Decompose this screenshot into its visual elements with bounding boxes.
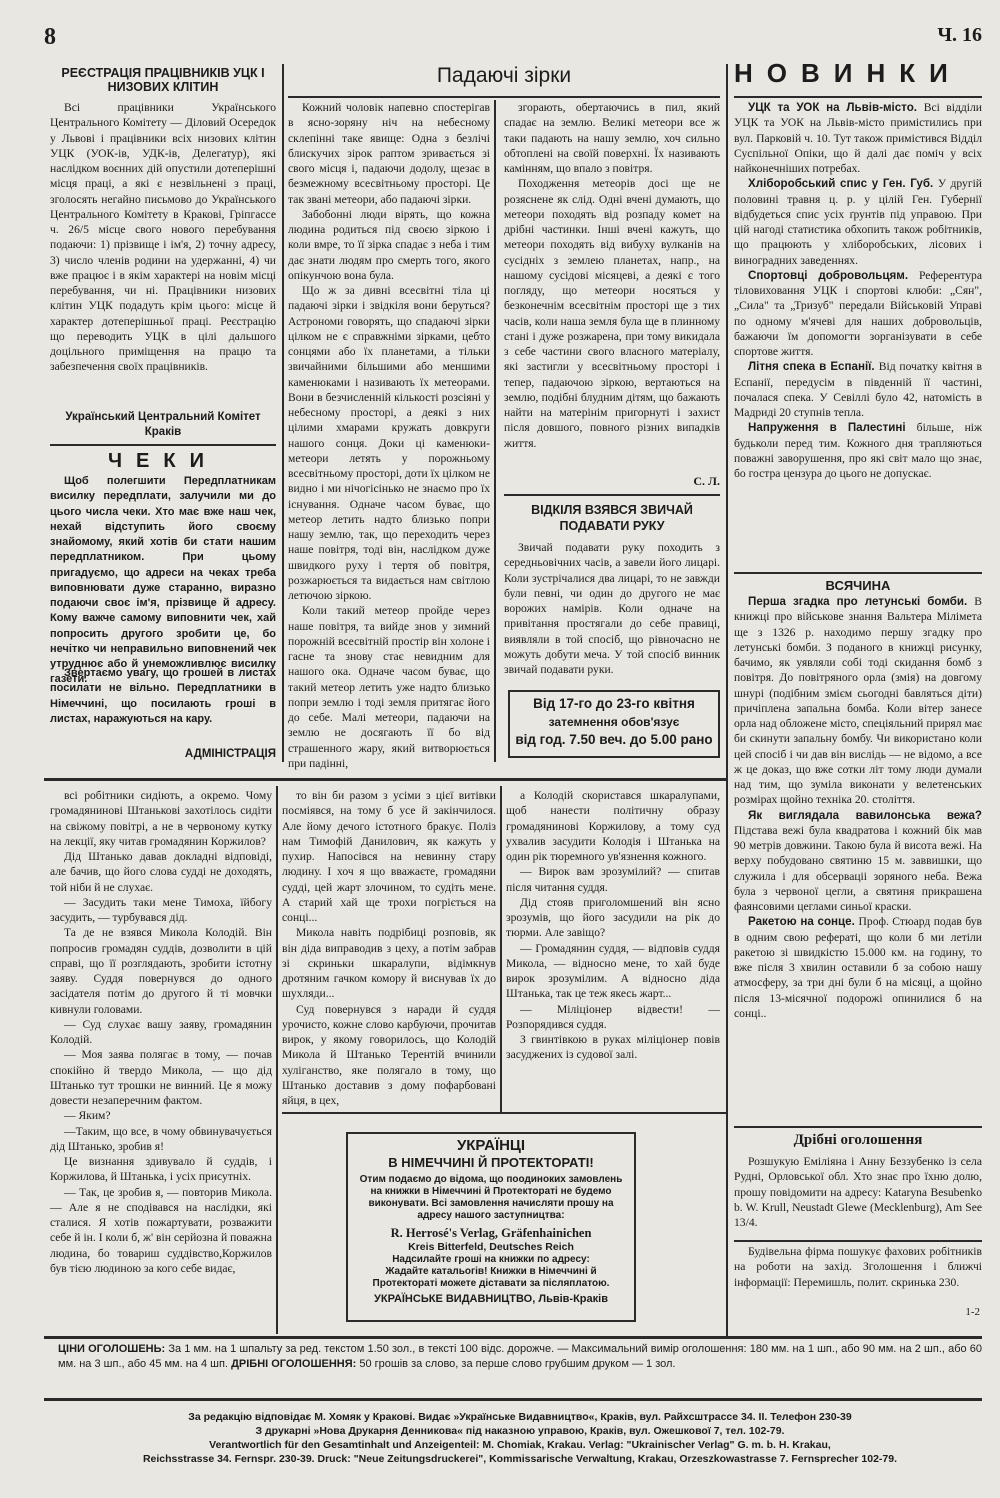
classified-ad-2-tag: 1-2 [965, 1306, 980, 1318]
section-rule [44, 1336, 982, 1339]
news-item [734, 176, 982, 268]
news-item [734, 359, 982, 420]
news-item-lead: Напруження в Палестині [748, 421, 917, 435]
cheky-text: Щоб полегшити Передплатникам висилку передплати, залучили ми до цього числа чеки. Хто має вже наш чек, нехай відступить його своєму знайомому, який хотів би стати нашим передплатником. При цьому пригадуємо, що адреси на чеках треба виповнювати дуже старанно, виразно подаючи своє ім'я, прізвище й адресу. Кому важче самому виповнити чек, хай попросить другого зробити це, бо нечітко чи неправильно виповнений чек утруднює або й унеможливлює висилку газети. [50, 475, 276, 686]
registration-signature [50, 410, 276, 440]
imprint [58, 1410, 982, 1466]
news-item [734, 100, 982, 176]
ad-rates-label: ЦІНИ ОГОЛОШЕНЬ: [58, 1343, 166, 1355]
blackout-line-1: Від 17-го до 23-го квітня [533, 696, 695, 711]
imprint-line-3: Verantwortlich für den Gesamtinhalt und Anzeigenteil: M. Chomiak, Krakau. Verlag: "Ukrainischer Verlag" G. m. b. H. Krakau, [209, 1439, 831, 1451]
divider [288, 96, 720, 98]
miscellany-item-lead: Перша згадка про летунські бомби. [748, 595, 975, 608]
imprint-line-1: За редакцію відповідає М. Хомяк у Кракові. Видає »Українське Видавництво«, Краків, вул. Райхсштрассе 34. II. Телефон 230-39 [188, 1411, 852, 1423]
story-paragraph: а Колодій скористався шкаралупами, щоб нанести політичну образу громадянинові Коржилову, а тому суд ухвалив засудити Колодія і Штанька на один рік тюремного ув'язнення кожного. [506, 789, 720, 863]
section-rule [44, 778, 726, 781]
story-paragraph: Дід стояв приголомшений він ясно зрозумів, що його засудили на рік до тюрми. Але завіщо? [506, 895, 720, 940]
miscellany-item-text: Проф. Стюард подав був в одним свою рефераті, що коли б ми летіли ракетою зі швидкістю 15.000 км. на годину, то вже після 3 хвилин оставили б за собою нашу атмосферу, за три дні були б на місяці, а щойно після 13-місячної подорожі опинилися б на сонці.. [734, 915, 982, 1020]
news-item-lead: Хліборобський спис у Ген. Губ. [748, 177, 938, 191]
story-paragraph: — Суд слухає вашу заяву, громадянин Колодій. [50, 1017, 272, 1046]
protectorate-title-1: УКРАЇНЦІ [456, 1137, 526, 1154]
stars-signature: С. Л. [693, 474, 720, 488]
ad-rates-label-2: ДРІБНІ ОГОЛОШЕННЯ: [231, 1358, 357, 1370]
news-item-text: більше, ніж будьколи перед тим. Кожного дня трапляються поважні заворушення, про які світ мало що знає, бо гостра цензура до цього не допускає. [734, 421, 982, 480]
story-column-1 [50, 788, 272, 1320]
blackout-notice [508, 690, 720, 758]
page-number: 8 [44, 24, 56, 50]
story-paragraph: Це визнання здивувало й суддів, і Коржилова, й Штанька, і усіх присутніх. [50, 1155, 272, 1184]
cheky-signature: АДМІНІСТРАЦІЯ [184, 748, 276, 760]
story-paragraph: Суд повернувся з наради й суддя урочисто, кожне слово карбуючи, прочитав вирок, у якому говорилось, що Колодій Микола й Штанько Терентій вчинили хуліганство, яке полягало в тому, що Штанько доставив з дому пофарбовані яйця, в цех, [282, 1002, 496, 1107]
story-paragraph: — Яким? [64, 1109, 111, 1123]
protectorate-firm: R. Herrosé's Verlag, Gräfenhainichen [390, 1226, 592, 1240]
story-paragraph: Дід Штанько давав докладні відповіді, але бачив, що його слова судді не доходять, той ніби й не слухає. [50, 850, 272, 894]
cheky-title: ЧЕКИ [108, 450, 218, 472]
stars-paragraph: Кожний чоловік напевно спостерігав в ясно-зоряну ніч на небесному склепінні таке явище: Одна з безлічі блискучих зірок раптом зривається зі свого місця і, падаючи додолу, щезає в безмежному всесвітньому просторі. Це так звані метеори, або падаючі зірки. [288, 101, 490, 206]
miscellany-item-lead: Як виглядала вавилонська вежа? [748, 808, 982, 822]
classifieds-title: Дрібні оголошення [793, 1132, 923, 1148]
story-paragraph: то він би разом з усіми з цієї витівки посміявся, на тому б усе й закінчилося. Але йому дечого істотного бракує. Поліз нам Тимофій Данилович, як кажуть у пухир. Напосівся на невинну стару людину. І хоч я що вважаєте, громадяни судді, цей жарт злочином, то судіть мене. А старий хай ще трохи погріється на сонці... [282, 789, 496, 924]
story-paragraph: всі робітники сидіють, а окремо. Чому громадянинові Штанькові захотілось сидіти на свіжому повітрі, а не в червоному кутку на лекції, яку читав громадянин Коржилов? [50, 789, 272, 848]
news-item [734, 420, 982, 481]
stars-paragraph: згорають, обертаючись в пил, який спадає на землю. Великі метеори все ж таки падають на нашу землю, хоч сильно обтоплені на своїй поверхні. Їх називають камінням, що впало з повітря. [504, 101, 720, 175]
story-paragraph: — Засудить таки мене Тимоха, їйбогу засудить, — турбувався дід. [50, 895, 272, 924]
story-paragraph: Та де не взявся Микола Колодій. Він попросив громадян суддів, дозволити в цій справі, що її розглядають, зробити істотну заяву. Суддя повернувся до одного засідателя потім до другого й ті мовчки кивнули головами. [50, 926, 272, 1016]
stars-paragraph: Що ж за дивні всесвітні тіла ці падаючі зірки і звідкіля вони беруться? Астрономи говорять, що спадаючі зірки цілком не є справжніми зірками, цебто сонцями або їх планетами, а тільки звичайними більшими або меншими каменюками і називають їх метеорами. Вони в безчисленній кількості розсіяні у небесному просторі, а деякі з них цілими хмарами кружать довкруги нашого сонця. Доки ці каменюки-метеори летять у порожньому всесвітньому просторі, доти їх цілком не видно і ми нічогісінько не знаємо про їх існування. Одначе часом буває, що метеор летить надто близько попри нашу землю, так, що переходить через наше повітря, тоді він, наслідком дуже швидкого руху і тертя об повітря, розжарюється та видається нам світлою летючою зіркою. [288, 284, 490, 602]
story-paragraph: — Вирок вам зрозумілий? — спитав після читання суддя. [506, 865, 720, 894]
imprint-line-2: З друкарні »Нова Друкарня Денникова« під наказною управою, Краків, вул. Ожешкової 7, тел. 102-79. [255, 1425, 785, 1437]
story-paragraph: — Так, це зробив я, — повторив Микола. — Але я не сподівався на наслідки, які сталися. Я хотів пожартувати, розважити себе й ін. І коли б, ж' він серйозна й поважна людина, бо товариш суддівство,Коржилов був тією людиною за кого себе видає, [50, 1185, 272, 1275]
classified-ad-2-text: Будівельна фірма пошукує фахових робітників на роботи на захід. Зголошення і ближчі інформації: Перемишль, полит. скринька 230. [734, 1245, 982, 1289]
miscellany-item [734, 594, 982, 808]
cheky-body [50, 474, 276, 686]
miscellany-item-lead: Ракетою на сонце. [748, 915, 859, 929]
divider [504, 494, 720, 496]
miscellany-item [734, 808, 982, 915]
protectorate-note-1: Надсилайте гроші на книжки по адресу: [392, 1254, 590, 1265]
handshake-title: ВІДКІЛЯ ВЗЯВСЯ ЗВИЧАЙ ПОДАВАТИ РУКУ [531, 503, 693, 533]
registration-title: РЕЄСТРАЦІЯ ПРАЦІВНИКІВ УЦК І НИЗОВИХ КЛІТИН [61, 66, 265, 94]
stars-column-2 [504, 100, 720, 476]
protectorate-note-2: Жадайте катальогів! Книжки в Німеччині й Протектораті можете діставати за післяплатою. [372, 1266, 610, 1289]
news-body [734, 100, 982, 568]
registration-signature-org: Український Центральний Комітет [65, 411, 261, 423]
story-paragraph: —Таким, що все, в чому обвинувачується дід Штанько, зробив я! [50, 1124, 272, 1153]
miscellany-title: ВСЯЧИНА [825, 578, 891, 593]
protectorate-title-2: В НІМЕЧЧИНІ Й ПРОТЕКТОРАТІ! [388, 1155, 594, 1170]
classified-ad-1-text: Розшукую Еміліяна і Анну Беззубенко із села Рудні, Орловської обл. Хто знає про їхню долю, прошу повідомити на адресу: Kataryna Besubenko b. W. Krull, Neustadt Glewe (Mecklenburg), Am See 13/4. [734, 1155, 982, 1229]
ad-rates-text-2: 50 грошів за слово, за перше слово грубшим друком — 1 зол. [359, 1358, 676, 1370]
imprint-line-4: Reichsstrasse 34. Fernspr. 230-39. Druck: "Neue Zeitungsdruckerei", Kommissarische Verwaltung, Krakau, Orzeszkowastrasse 7. Fernsprecher 102-79. [142, 1453, 898, 1465]
stars-paragraph: Коли такий метеор пройде через наше повітря, та вийде знов у зимний порожній всесвітній простір він холоне і гасне та знову стає невидним для нашого ока. Одначе часом буває, що такий метеор летить уже надто близько попри землю і тоді земля притягає його до себе. Малі метеори, падаючи на землю не досягають її бо від страшенного жару, який витворюється при падінні, [288, 604, 490, 770]
classified-ad-1 [734, 1154, 982, 1236]
news-item-text: Від початку квітня в Еспанії, передусім в південній її частині, почалася спека. У Севіллі було 42, натомість в Мадриді 20 ступнів тепла. [734, 360, 982, 419]
story-paragraph: — Міліціонер відвести! — Розпорядився суддя. [506, 1002, 720, 1031]
divider [734, 572, 982, 574]
cheky-note [50, 666, 276, 748]
divider [734, 96, 982, 98]
miscellany-item-text: Підстава вежі була квадратова і кожний бік мав 90 метрів довжини. Такою була й висота вежі. На верху побудовано святиню 15 м. заввишки, що служила і для обсерваціі зоряного неба. Вежа була з червоної цегли, а святиня прикрашена фаянсовими цеглами синьої краски. [734, 823, 982, 913]
miscellany-item [734, 914, 982, 1021]
divider [734, 1126, 982, 1128]
classified-ad-2 [734, 1244, 982, 1306]
news-item-lead: УЦК та УОК на Львів-місто. [748, 101, 924, 114]
story-paragraph: — Моя заява полягає в тому, — почав спокійно й твердо Микола, — що дід Штанько тут трошки не винний. Це я можу довести незаперечним фактом. [50, 1048, 272, 1107]
protectorate-ad [346, 1132, 636, 1322]
blackout-line-3: від год. 7.50 веч. до 5.00 рано [515, 732, 713, 747]
blackout-line-2: затемнення обов'язує [548, 715, 680, 729]
column-rule [282, 64, 284, 762]
registration-signature-city: Краків [144, 426, 182, 438]
protectorate-region: Kreis Bitterfeld, Deutsches Reich [408, 1241, 574, 1253]
news-item-text: У другій половині травня ц. р. у цілій Ген. Губернії відбудеться спис усіх ґрунтів під управою. При цій нагоді статистика обхопить також робітників, що працюють у хліборобських, лісових і виноградних заведеннях. [734, 177, 982, 267]
divider [734, 1240, 982, 1242]
news-item [734, 268, 982, 360]
handshake-text: Звичай подавати руку походить з середньовічних часів, а завели його лицарі. Коли зустрічалися два лицарі, то не завжди були певні, чи один до другого не має ворожих намірів. Коли одначе на привітання простягали до себе правиці, виявляли в той спосіб, що рівночасно не можуть добути меча. У той спосіб винник звичай подавати руки. [504, 541, 720, 676]
news-title: НОВИНКИ [734, 58, 962, 88]
section-rule [44, 1398, 982, 1401]
stars-paragraph: Забобонні люди вірять, що кожна людина родиться під своєю зіркою і коли вмре, то її зірка спадає з неба і тим дає знати людям про смерть того, якого опікунчою вона була. [288, 207, 490, 282]
divider [50, 444, 276, 446]
news-item-text: Всі відділи УЦК та УОК на Львів-місто примістились при вул. Парковій ч. 10. Тут також примістився Відділ Суспільної Опіки, що й далі дає поміч у всіх найконечніших потребах. [734, 101, 982, 175]
news-item-text: Референтура тіловиховання УЦК і спортові клюби: „Сян", „Сила" та „Тризуб" передали Військовій Управі по одному м'ячеві для наших добровольців, бажаючи їм допомогти зорганізувати в себе спортове життя. [734, 268, 982, 358]
story-paragraph: — Громадянин суддя, — відповів суддя Микола, — відносно мене, то хай буде вирок зрозумілим. А відносно діда Штанька, так це теж якесь жарт... [506, 941, 720, 1001]
news-item-lead: Літня спека в Еспанії. [748, 360, 879, 374]
column-rule [494, 100, 496, 762]
news-item-lead: Спортовці добровольцям. [748, 268, 919, 282]
registration-body [50, 100, 276, 408]
protectorate-publisher: УКРАЇНСЬКЕ ВИДАВНИЦТВО, Львів-Краків [374, 1293, 608, 1305]
column-rule [500, 786, 502, 1112]
stars-column-1 [288, 100, 490, 770]
stars-title: Падаючі зірки [436, 64, 572, 87]
registration-text: Всі працівники Українського Центрального Комітету — Діловий Осередок у Львові і працівники всіх низових клітин УЦК (УОК-ів, УДК-ів, Делегатур), які наслідком воєнних дій опустили дотеперішні місця праці, а які є незвільнені з праці, зголосять негайно письмово до Українського Центрального Комітету в Кракові, Гріпгассе ч. 26/5 місце свого нового перебування подаючи: 1) прізвище і ім'я, 2) точну адресу, 3) число членів родини на удержанні, 4) чи вже працює і в якім характері на новім місці перебування, чи ні. Працівники низових клітин УЦК подадуть крім цього: місце й характер дотеперішньої праці. Реєстрацію що переводить УЦК в цілі дальшого доцільного приміщення на працю та забезпечення своїх працівників. [50, 101, 276, 374]
story-column-3 [506, 788, 720, 1088]
column-rule [276, 786, 278, 1334]
story-column-2 [282, 788, 496, 1112]
stars-paragraph: Походження метеорів досі ще не розяснене як слід. Одні вчені думають, що метеори походять від розпаду комет на дрібні частинки. Інші вчені кажуть, що метеори походять від вибуху вулканів на сусідніх з землею планетах, напр., на нашому сусідові місяцеві, а деякі є того погляду, що метеори носяться у безконечнім всесвітнім просторі ще з тих часів, коли наша земля була ще в плинному стані і дуже розжарена, при тому викидала з себе частини свого власного матеріалу, які застигли у всесвітньому просторі і тепер, падаючою зіркою, вертаються на землю, подібні блудним дітям, що бажають найти на матерінім пригорнуті і захист після довшого, повного різних випадків життя. [504, 177, 720, 450]
ad-rates [58, 1342, 982, 1372]
protectorate-body: Отим подаємо до відома, що поодиноких замовлень на книжки в Німеччині й Протектораті не будемо виконувати. Всі замовлення начисляти прошу на адресу нашого заступництва: [359, 1174, 623, 1221]
ad-rates-text: За 1 мм. на 1 шпальту за ред. текстом 1.50 зол., в тексті 100 відс. дорожче. — Максимальний вимір оголошення: 180 мм. на 1 шп., або 90 мм. на 2 шп., або 60 мм. на 3 шп., або 45 мм. на 4 шп. [58, 1343, 982, 1370]
handshake-body [504, 540, 720, 680]
story-paragraph: Микола навіть подрібиці розповів, як він діда виправодив з цеху, а потім забрав зі скриньки шкаралупи, відімкнув дротяним гачком комору й виснував їх до шухляди... [282, 926, 496, 1001]
miscellany-item-text: В книжці про військове знання Вальтера Мілімета ще з 1326 р. находимо першу згадку про летунські бомби. З поданого в книжці рисунку, бачимо, як уявляли собі тоді скидання бомб з повітря. До повітряного орла (змія) на довгому шнурі (подібним змієм сьогодні бавляться діти) причіплена запальна бомба. Коли вітер занесе орла над обложене місто, спеціяльний прирял має би скинути запальну бомбу. Чи використано коли цей спосіб і чи дав він вислідь — не відомо, а все ж це доказ, що вже сотки літ тому люди думали над тим, що зуміла виконати у велетенських розмірах щойно техніка 20. століття. [734, 595, 982, 807]
cheky-note-text: Звертаємо увагу, що грошей в листах посилати не вільно. Передплатники в Німеччині, що посилають гроші в листах, наражуються на кару. [50, 667, 276, 725]
column-rule [726, 64, 728, 1336]
miscellany-body [734, 594, 982, 1124]
issue-number: Ч. 16 [937, 24, 982, 46]
story-paragraph: З гвинтівкою в руках міліціонер повів засуджених із судової залі. [506, 1033, 720, 1062]
divider [282, 1112, 726, 1114]
